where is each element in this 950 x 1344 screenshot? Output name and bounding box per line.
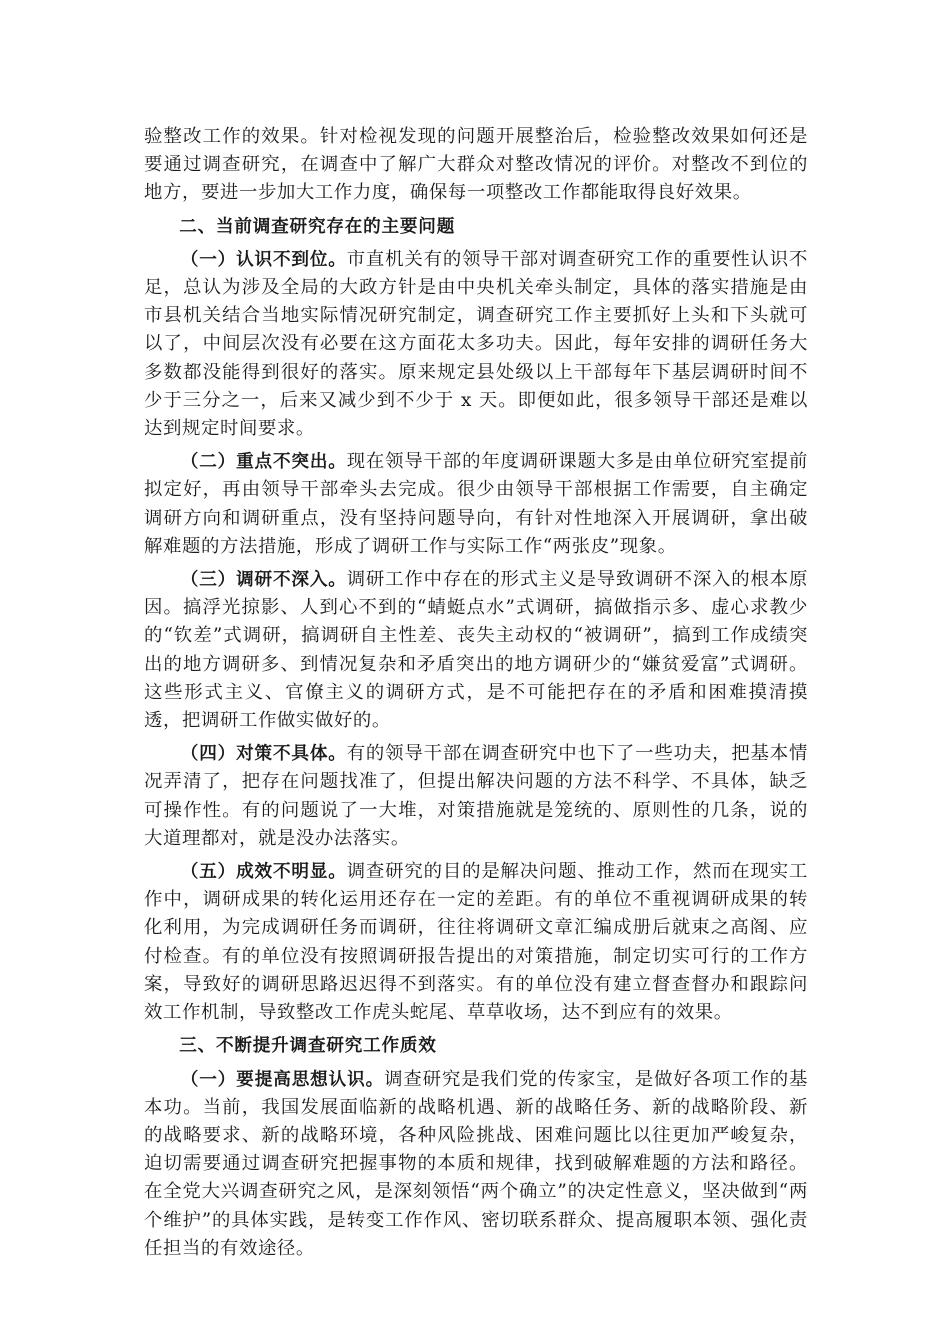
intro-paragraph: 验整改工作的效果。针对检视发现的问题开展整治后，检验整改效果如何还是要通过调查研究，在调查中了解广大群众对整改情况的评价。对整改不到位的地方，要进一步加大工作力度，确保每一项整改工作都能取得良好效果。 xyxy=(144,126,808,204)
document-page xyxy=(144,123,808,1268)
paragraph-3-1 xyxy=(144,1066,808,1263)
paragraph-2-1 xyxy=(144,246,808,443)
paragraph-text: 有的领导干部在调查研究中也下了一些功夫，把基本情况弄清了，把存在问题找准了，但提出解决问题的方法不科学、不具体，缺乏可操作性。有的问题说了一大堆，对策措施就是笼统的、原则性的几条，说的大道理都对，就是没办法落实。 xyxy=(144,743,808,849)
paragraph-2-4 xyxy=(144,740,808,853)
paragraph-2-2 xyxy=(144,448,808,561)
paragraph-lead: （五）成效不明显。 xyxy=(180,862,347,883)
paragraph-text: 调研工作中存在的形式主义是导致调研不深入的根本原因。搞浮光掠影、人到心不到的“蜻蜓点水”式调研，搞做指示多、虚心求教少的“钦差”式调研，搞调研自主性差、丧失主动权的“被调研”，搞到工作成绩突出的地方调研多、到情况复杂和矛盾突出的地方调研少的“嫌贫爱富”式调研。这些形式主义、官僚主义的调研方式，是不可能把存在的矛盾和困难摸清摸透，把调研工作做实做好的。 xyxy=(144,569,808,732)
paragraph-text: 调查研究是我们党的传家宝，是做好各项工作的基本功。当前，我国发展面临新的战略机遇、新的战略任务、新的战略阶段、新的战略要求、新的战略环境，各种风险挑战、困难问题比以往更加严峻复杂，迫切需要通过调查研究把握事物的本质和规律，找到破解难题的方法和路径。在全党大兴调查研究之风，是深刻领悟“两个确立”的决定性意义，坚决做到“两个维护”的具体实践，是转变工作作风、密切联系群众、提高履职本领、强化责任担当的有效途径。 xyxy=(144,1068,808,1259)
paragraph-lead: （四）对策不具体。 xyxy=(180,744,347,765)
paragraph-2-5 xyxy=(144,858,808,1027)
paragraph-lead: （一）认识不到位。 xyxy=(180,249,347,270)
section-heading-2: 二、当前调查研究存在的主要问题 xyxy=(179,216,456,237)
section-heading-3: 三、不断提升调查研究工作质效 xyxy=(179,1036,437,1057)
paragraph-lead: （三）调研不深入。 xyxy=(180,570,347,591)
paragraph-text: 调查研究的目的是解决问题、推动工作，然而在现实工作中，调研成果的转化运用还存在一定的差距。有的单位不重视调研成果的转化利用，为完成调研任务而调研，往往将调研文章汇编成册后就束之高阁、应付检查。有的单位没有按照调研报告提出的对策措施，制定切实可行的工作方案，导致好的调研思路迟迟得不到落实。有的单位没有建立督查督办和跟踪问效工作机制，导致整改工作虎头蛇尾、草草收场，达不到应有的效果。 xyxy=(144,861,808,1024)
paragraph-lead: （一）要提高思想认识。 xyxy=(180,1069,385,1090)
paragraph-text: 市直机关有的领导干部对调查研究工作的重要性认识不足，总认为涉及全局的大政方针是由中央机关牵头制定，具体的落实措施是由市县机关结合当地实际情况研究制定，调查研究工作主要抓好上头和下头就可以了，中间层次没有必要在这方面花太多功夫。因此，每年安排的调研任务大多数都没能得到很好的落实。原来规定县处级以上干部每年下基层调研时间不少于三分之一，后来又减少到不少于 x 天。即便如此，很多领导干部还是难以达到规定时间要求。 xyxy=(144,248,808,440)
paragraph-text: 现在领导干部的年度调研课题大多是由单位研究室提前拟定好，再由领导干部牵头去完成。很少由领导干部根据工作需要，自主确定调研方向和调研重点，没有坚持问题导向，有针对性地深入开展调研，拿出破解难题的方法措施，形成了调研工作与实际工作“两张皮”现象。 xyxy=(144,451,808,557)
paragraph-lead: （二）重点不突出。 xyxy=(180,452,347,473)
paragraph-2-3 xyxy=(144,566,808,735)
